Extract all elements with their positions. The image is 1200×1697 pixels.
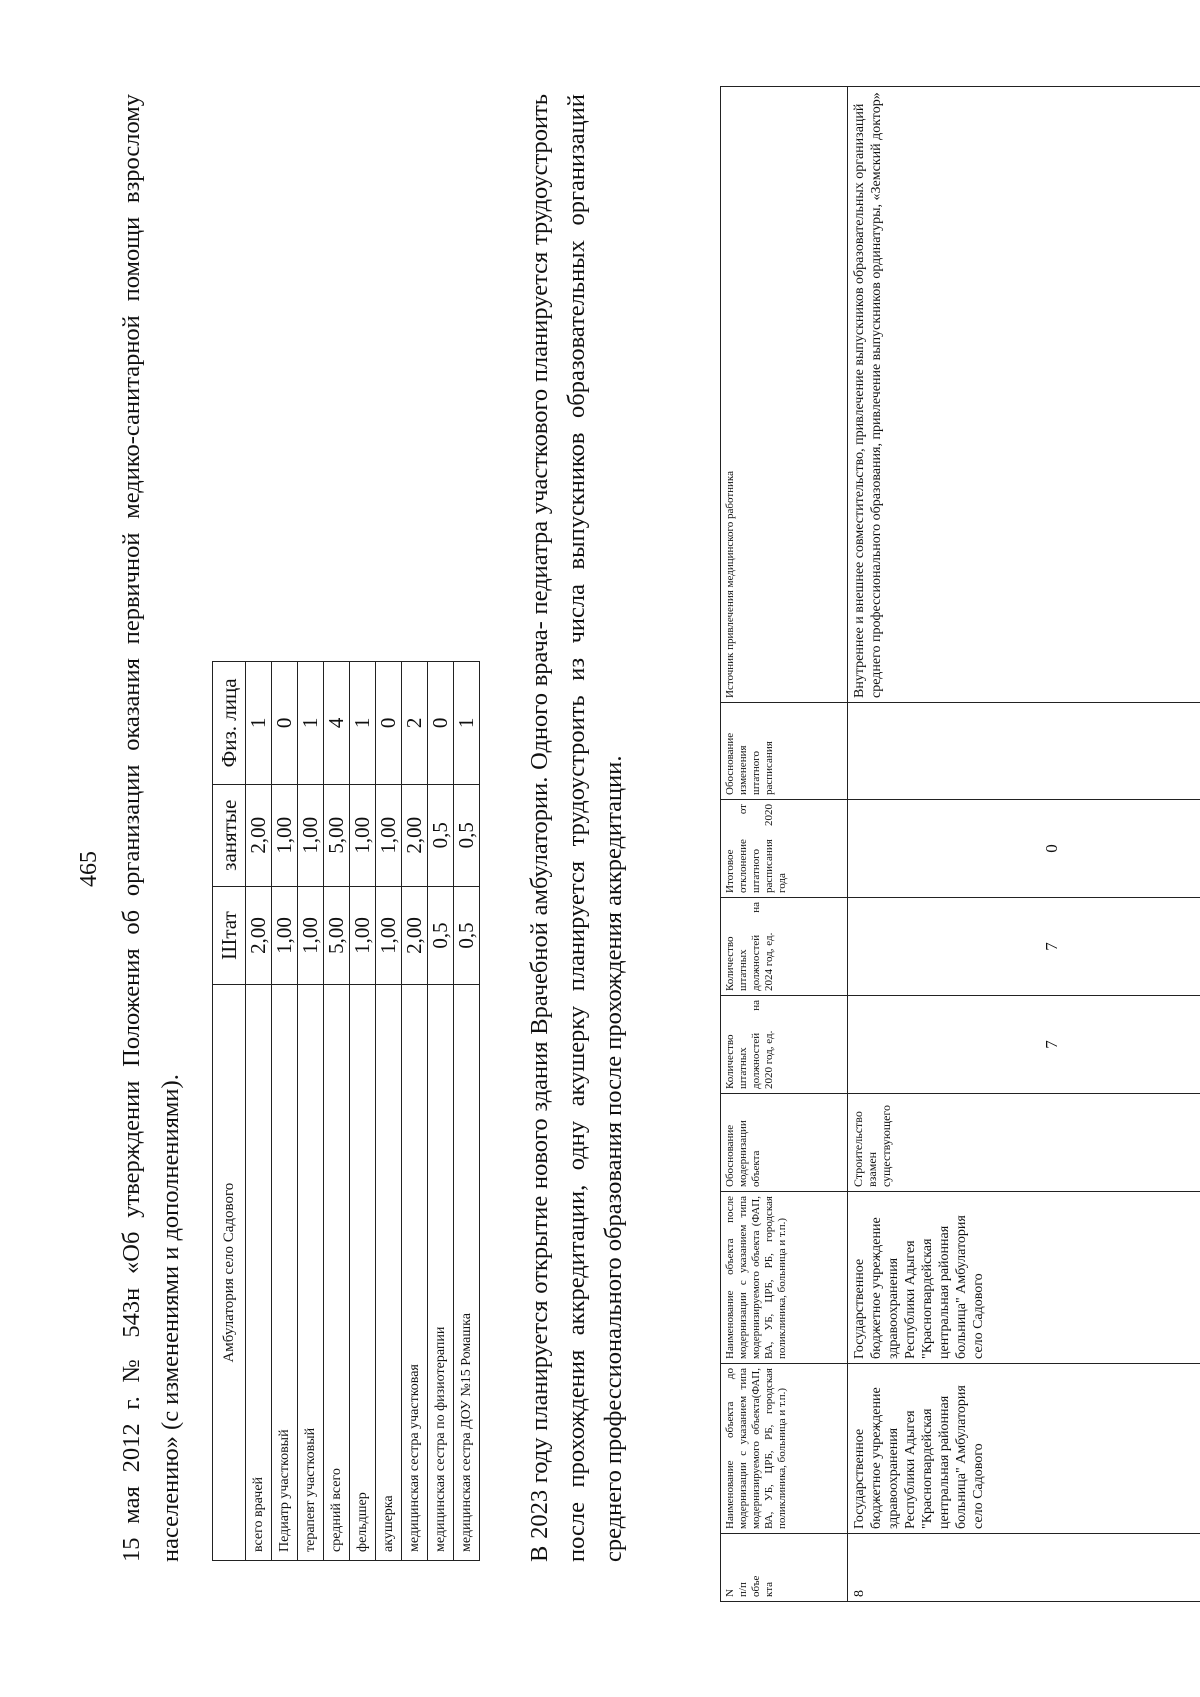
header-change-basis: Обоснование изменения штатного расписания <box>721 703 848 800</box>
table-row: терапевт участковый 1,00 1,00 1 <box>298 662 324 1561</box>
table-row: медицинская сестра ДОУ №15 Ромашка 0,5 0,5 1 <box>454 662 480 1561</box>
header-shtat: Штат <box>213 886 246 984</box>
cell-deviation: 0 <box>848 800 1200 898</box>
header-name-after: Наименование объекта после модернизации с указанием типа модернизируемого объекта (ФАП, ВА, УБ, ЦРБ, РБ, городская поликлиника, больница и т.п.) <box>721 1192 848 1364</box>
header-count-2024: Количество штатных должностей на 2024 год, ед. <box>721 898 848 996</box>
staff-table-caption: Амбулатория село Садового <box>213 985 246 1561</box>
header-n: N п/п объе кта <box>721 1534 848 1602</box>
cell-source: Внутреннее и внешнее совместительство, привлечение выпускников образовательных организаций среднего профессионального образования, привлечение выпускников ординатуры, «Земский доктор» <box>848 87 1200 703</box>
object-table <box>720 86 1200 1602</box>
cell-change-basis <box>848 703 1200 800</box>
header-name-before: Наименование объекта до модернизации с указанием типа модернизируемого объекта(ФАП, ВА, УБ, ЦРБ, РБ, городская поликлиника, больница и т.п.) <box>721 1364 848 1534</box>
table-row: фельдшер 1,00 1,00 1 <box>350 662 376 1561</box>
staff-table <box>212 661 480 1561</box>
header-basis: Обоснование модернизации объекта <box>721 1094 848 1192</box>
header-zanyatye: занятые <box>213 784 246 886</box>
table-row: средний всего 5,00 5,00 4 <box>324 662 350 1561</box>
header-source: Источник привлечения медицинского работника <box>721 87 848 703</box>
table-row: медицинская сестра участковая 2,00 2,00 2 <box>402 662 428 1561</box>
table-row: акушерка 1,00 1,00 0 <box>376 662 402 1561</box>
cell-count-2024: 7 <box>848 898 1200 996</box>
header-fiz: Физ. лица <box>213 662 246 785</box>
header-count-2020: Количество штатных должностей на 2020 год, ед. <box>721 996 848 1094</box>
table-row: Педиатр участковый 1,00 1,00 0 <box>272 662 298 1561</box>
cell-count-2020: 7 <box>848 996 1200 1094</box>
header-deviation: Итоговое отклонение от штатного расписания 2020 года <box>721 800 848 898</box>
accreditation-paragraph: В 2023 году планируется открытие нового здания Врачебной амбулатории. Одного врача- педиатра участкового планируется трудоустроить после прохождения аккредитации, одну акушерку планируется трудоустроить из числа выпускников образовательных организаций среднего профессионального образования после прохождения аккредитации. <box>526 94 627 1562</box>
cell-name-before: Государственное бюджетное учреждение здравоохранения Республики Адыгея "Красногвардейская центральная районная больница" Амбулатория село Садового <box>848 1364 1200 1534</box>
table-row: медицинская сестра по физиотерапии 0,5 0,5 0 <box>428 662 454 1561</box>
cell-basis: Строительство взамен существующего <box>848 1094 1200 1192</box>
table-row <box>848 87 1200 1602</box>
page-number: 465 <box>76 851 102 887</box>
table-row: всего врачей 2,00 2,00 1 <box>246 662 272 1561</box>
object-table-header <box>721 87 848 1602</box>
cell-name-after: Государственное бюджетное учреждение здравоохранения Республики Адыгея "Красногвардейская центральная районная больница" Амбулатория село Садового <box>848 1192 1200 1364</box>
intro-paragraph: 15 мая 2012 г. № 543н «Об утверждении Положения об организации оказания первичной медико-санитарной помощи взрослому населению» (с изменениями и дополнениями). <box>118 94 184 1562</box>
cell-n: 8 <box>848 1534 1200 1602</box>
